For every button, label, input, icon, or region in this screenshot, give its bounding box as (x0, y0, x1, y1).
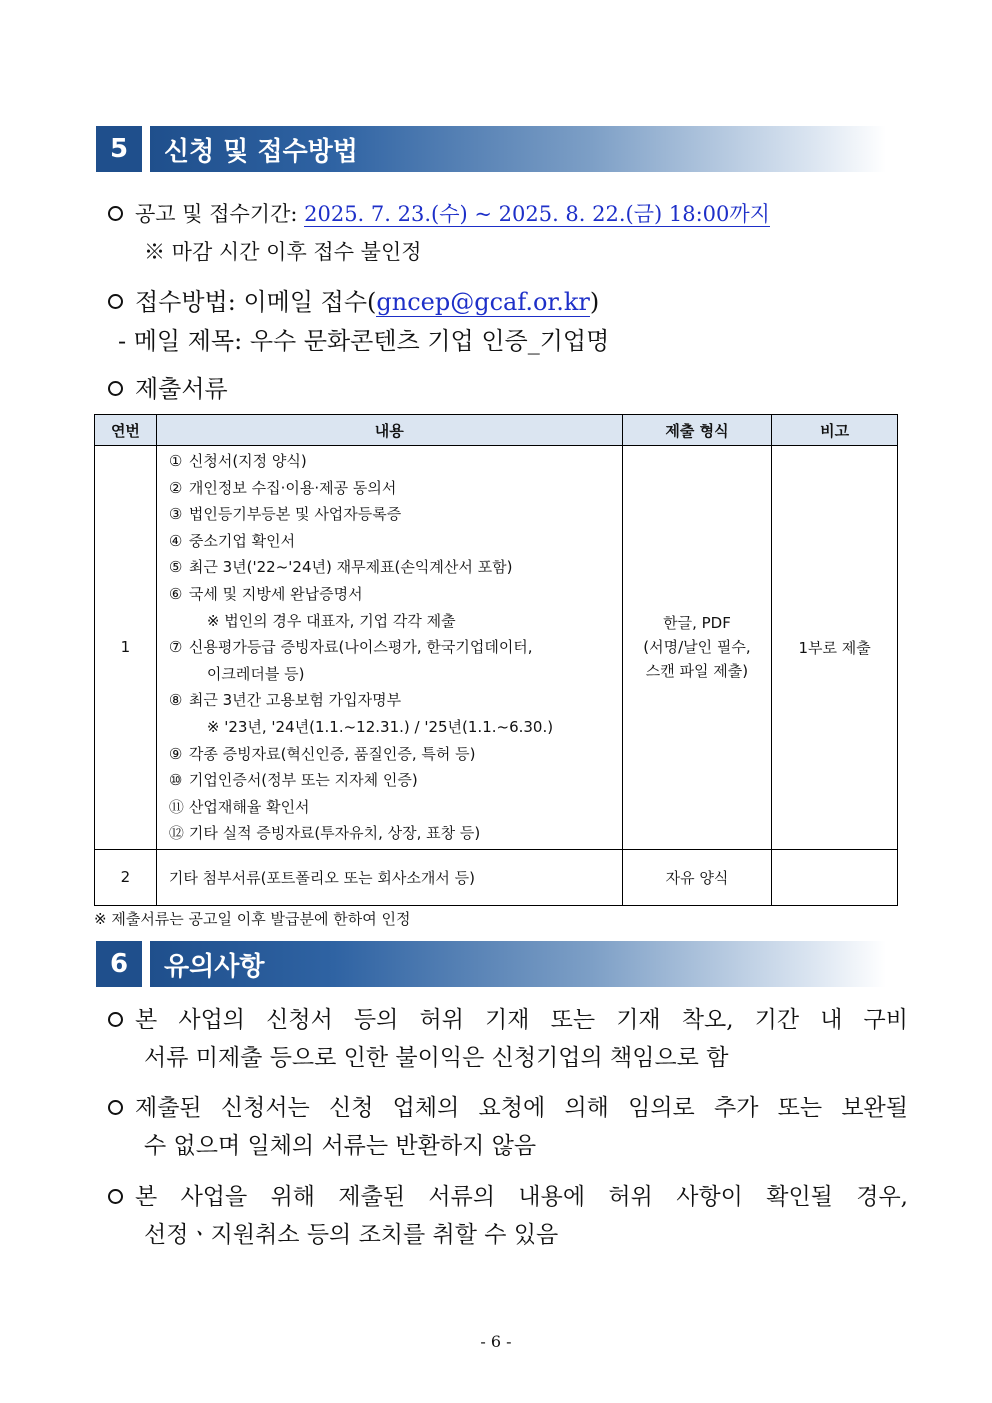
notice-item: 제출된 신청서는 신청 업체의 요청에 의해 임의로 추가 또는 보완될 수 없으며 일체의 서류는 반환하지 않음 (108, 1089, 908, 1165)
list-item: ⑪ 산업재해율 확인서 (168, 797, 310, 816)
docs-label: 제출서류 (135, 375, 228, 403)
row-remark (772, 849, 898, 905)
bullet-circle-icon (108, 1189, 123, 1204)
docs-line (108, 369, 228, 404)
list-item: ③ 법인등기부등본 및 사업자등록증 (168, 505, 402, 524)
row-format: 한글, PDF (서명/날인 필수, 스캔 파일 제출) (622, 446, 772, 850)
bullet-circle-icon (108, 1012, 123, 1027)
list-item: ① 신청서(지정 양식) (168, 452, 307, 470)
email-link[interactable]: gncep@gcaf.or.kr (376, 288, 590, 316)
list-item: ⑦ 신용평가등급 증빙자료(나이스평가, 한국기업데이터, (168, 638, 533, 657)
list-item: ⑥ 국세 및 지방세 완납증명서 (168, 584, 363, 603)
header-format: 제출 형식 (622, 415, 772, 446)
row-number: 2 (95, 849, 157, 905)
period-note: ※ 마감 시간 이후 접수 불인정 (144, 240, 422, 264)
list-item: ⑫ 기타 실적 증빙자료(투자유치, 상장, 표창 등) (168, 824, 481, 843)
bullet-circle-icon (108, 294, 123, 309)
list-item-continued: 이크레더블 등) (206, 664, 305, 683)
list-item: ⑩ 기업인증서(정부 또는 지자체 인증) (168, 771, 418, 790)
list-item-note: ※ '23년, '24년(1.1.~12.31.) / '25년(1.1.~6.30.) (206, 717, 554, 736)
list-item-note: ※ 법인의 경우 대표자, 기업 각각 제출 (206, 611, 456, 630)
page-number: - 6 - (480, 1332, 512, 1351)
section-5-header (96, 126, 886, 172)
table-note: ※ 제출서류는 공고일 이후 발급분에 한하여 인정 (94, 910, 411, 928)
list-item: ④ 중소기업 확인서 (168, 531, 296, 550)
method-label: 접수방법: 이메일 접수( (135, 288, 377, 316)
table-row (95, 446, 898, 850)
list-item: ⑧ 최근 3년간 고용보험 가입자명부 (168, 691, 402, 710)
header-content: 내용 (156, 415, 622, 446)
notice-item: 본 사업의 신청서 등의 허위 기재 또는 기재 착오, 기간 내 구비 서류 미제출 등으로 인한 불이익은 신청기업의 책임으로 함 (108, 1001, 908, 1077)
row-format: 자유 양식 (622, 849, 772, 905)
method-close: ) (589, 288, 600, 316)
bullet-circle-icon (108, 1100, 123, 1115)
bullet-circle-icon (108, 206, 123, 221)
document-list (169, 448, 622, 847)
row-content: 기타 첨부서류(포트폴리오 또는 회사소개서 등) (156, 849, 622, 905)
list-item: ⑤ 최근 3년('22~'24년) 재무제표(손익계산서 포함) (168, 558, 513, 577)
documents-table (94, 414, 898, 906)
row-remark: 1부로 제출 (772, 446, 898, 850)
section-number: 5 (96, 126, 142, 172)
bullet-circle-icon (108, 381, 123, 396)
notice-item: 본 사업을 위해 제출된 서류의 내용에 허위 사항이 확인될 경우, 선정ㆍ지원취소 등의 조치를 취할 수 있음 (108, 1178, 908, 1254)
table-row (95, 849, 898, 905)
list-item: ② 개인정보 수집·이용·제공 동의서 (168, 478, 397, 497)
period-line (108, 198, 770, 228)
section-title: 신청 및 접수방법 (150, 126, 886, 172)
section-6-header (96, 941, 886, 987)
section-title: 유의사항 (150, 941, 886, 987)
period-label: 공고 및 접수기간: (135, 202, 305, 226)
header-no: 연번 (95, 415, 157, 446)
row-number: 1 (95, 446, 157, 850)
header-remark: 비고 (772, 415, 898, 446)
row-content (156, 446, 622, 850)
method-line (108, 282, 599, 317)
table-header-row (95, 415, 898, 446)
mail-subject: - 메일 제목: 우수 문화콘텐츠 기업 인증_기업명 (118, 327, 610, 355)
period-value: 2025. 7. 23.(수) ~ 2025. 8. 22.(금) 18:00까지 (304, 202, 770, 226)
list-item: ⑨ 각종 증빙자료(혁신인증, 품질인증, 특허 등) (168, 744, 476, 763)
section-number: 6 (96, 941, 142, 987)
